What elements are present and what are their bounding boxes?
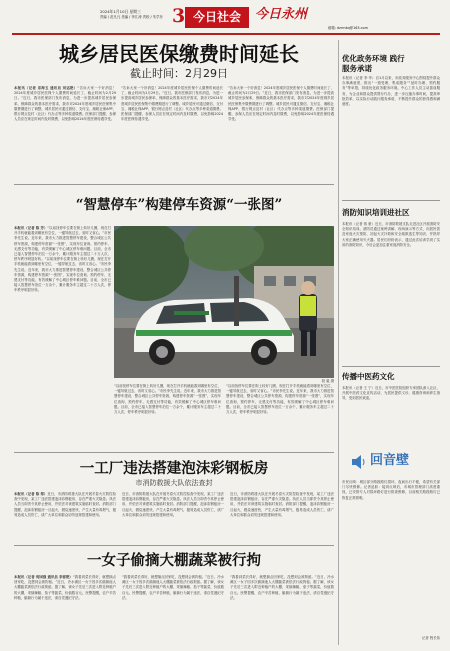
sidebar-s2-body: 本报讯（记者 蒋 豪）近日，市消防救援支队走进社区开展消防安全知识培训。消防员通过案例讲解、现场演示等方式，向居民普及家庭火灾预防、初起火灾扑救和安全疏散逃生等知识，并指导大家正确使用灭火器。居民们纷纷表示，通过此次培训学到了实用的消防知识，今后会更加注重家庭消防安全。 xyxy=(342,222,440,247)
parking-story xyxy=(14,188,334,450)
steel-body-col2: 近日，市消防救援大队在开展冬春火灾防控检查中发现，某工厂违法搭建泡沫彩钢板房，存在严重火灾隐患。执法人员当即责令其停止使用，并依法对该建筑实施临时查封。消防部门提醒，泡沫彩钢板房一旦起火，燃烧速度快，产生大量有毒烟气，极易造成人员伤亡，请广大单位和群众切勿违规搭建和使用。 xyxy=(122,492,224,517)
parking-photo xyxy=(114,226,334,378)
page-number: 3 xyxy=(172,5,186,27)
steel-title: 一工厂违法搭建泡沫彩钢板房 xyxy=(79,460,269,477)
greenhouse-body-col1 xyxy=(14,575,116,647)
main-body-col1 xyxy=(14,86,116,181)
sidebar-s3-title: 传播中医药文化 xyxy=(342,372,395,381)
greenhouse-body-col2: “我看到菜长得好，就想摘点回家吃，没想到会被拘留。”近日，冷水滩区一女子因多次偷摘他人大棚蔬菜被依法行政拘留。据了解，该女子先后三次进入附近种植户的大棚，采摘辣椒、茄子等蔬菜，价值数百元。民警提醒，农户辛苦种植，偷摘行为属于违法，请自觉遵纪守法。 xyxy=(122,575,224,600)
parking-body-col2: “以前找停车位要在街上转好几圈，现在打开手机就能看到哪里有空位，一键导航过去，省时又省心。”市民李先生说。近年来，我市大力推进智慧停车建设，整合城区公共停车资源，构建停车资源“一张图”，实现车位查询、预约停车、无感支付等功能，有效缓解了中心城区停车难问题。目前，全市已接入智慧停车泊位一万余个，累计服务车主超过二十万人次，停车秩序明显好转。 xyxy=(114,384,221,415)
greenhouse-body-col3: “我看到菜长得好，就想摘点回家吃，没想到会被拘留。”近日，冷水滩区一女子因多次偷摘他人大棚蔬菜被依法行政拘留。据了解，该女子先后三次进入附近种植户的大棚，采摘辣椒、茄子等蔬菜，价值数百元。民警提醒，农户辛苦种植，偷摘行为属于违法，请自觉遵纪守法。 xyxy=(230,575,334,600)
main-subtitle: 截止时间：2月29日 xyxy=(130,67,228,80)
steel-body: 近日，市消防救援大队在开展冬春火灾防控检查中发现，某工厂违法搭建泡沫彩钢板房，存在严重火灾隐患。执法人员当即责令其停止使用，并依法对该建筑实施临时查封。消防部门提醒，泡沫彩钢板房一旦起火，燃烧速度快，产生大量有毒烟气，极易造成人员伤亡，请广大单位和群众切勿违规搭建和使用。 xyxy=(14,492,116,517)
sidebar-s4-body: 市民反映：城区部分路段路灯损坏，夜间出行不便，希望有关部门尽快维修。记者追踪：接到反映后，市城市管理部门高度重视，已安排专人对损坏路灯进行排查维修，目前相关路段路灯已恢复正常照明。 xyxy=(342,480,440,500)
parking-title: “智慧停车”构建停车资源“一张图” xyxy=(75,197,283,213)
greenhouse-body: “我看到菜长得好，就想摘点回家吃，没想到会被拘留。”近日，冷水滩区一女子因多次偷摘他人大棚蔬菜被依法行政拘留。据了解，该女子先后三次进入附近种植户的大棚，采摘辣椒、茄子等蔬菜，价值数百元。民警提醒，农户辛苦种植，偷摘行为属于违法，请自觉遵纪守法。 xyxy=(14,575,116,600)
divider xyxy=(342,200,440,201)
sidebar-s1-body: 本报讯（记者 李 华）自1月以来，市政务服务中心围绕提升群众办事满意度，推出“一窗受理、集成服务”“延时办理、预约服务”等举措，持续优化政务服务环境。中心工作人员主动靠前服务，为企业和群众提供帮办代办，进一步压缩办事时间，提高审批效率，以实际行动践行服务承诺，不断提升群众的获得感和满意度。 xyxy=(342,76,440,107)
sidebar xyxy=(342,38,442,648)
greenhouse-story xyxy=(14,548,334,648)
steel-body-col3: 近日，市消防救援大队在开展冬春火灾防控检查中发现，某工厂违法搭建泡沫彩钢板房，存在严重火灾隐患。执法人员当即责令其停止使用，并依法对该建筑实施临时查封。消防部门提醒，泡沫彩钢板房一旦起火，燃烧速度快，产生大量有毒烟气，极易造成人员伤亡，请广大单位和群众切勿违规搭建和使用。 xyxy=(230,492,334,517)
sidebar-s1-title: 优化政务环境 践行服务承诺 xyxy=(342,54,405,73)
sidebar-s4-header xyxy=(342,450,440,476)
section-title: 今日社会 xyxy=(185,7,249,28)
main-body-cont: “告诉大家一个好消息！2024年度城乡居民医保个人缴费时间延长了，截止时间为2月29日。”近日，我市医保部门发布消息，为进一步提高城乡居民参保率，保障群众的基本医疗需求，我市对2024年度城乡居民医保集中缴费期进行了调整。城乡居民可通过微信、支付宝、湘税社保APP、银行网点及村（社区）代办点等多种渠道缴费。医保部门提醒，参保人员应在规定时间内及时缴费，以免影响2024年度医保待遇享受。 xyxy=(121,86,223,122)
steel-story xyxy=(14,455,334,543)
main-body-cont: “告诉大家一个好消息！2024年度城乡居民医保个人缴费时间延长了，截止时间为2月29日。”近日，我市医保部门发布消息，为进一步提高城乡居民参保率，保障群众的基本医疗需求，我市对2024年度城乡居民医保集中缴费期进行了调整。城乡居民可通过微信、支付宝、湘税社保APP、银行网点及村（社区）代办点等多种渠道缴费。医保部门提醒，参保人员应在规定时间内及时缴费，以免影响2024年度医保待遇享受。 xyxy=(228,86,334,122)
main-body-col3 xyxy=(228,86,334,181)
steel-subtitle: 市消防救援大队依法查封 xyxy=(135,479,213,487)
greenhouse-title: 一女子偷摘大棚蔬菜被行拘 xyxy=(87,552,261,569)
main-title: 城乡居民医保缴费时间延长 xyxy=(59,42,299,66)
divider xyxy=(14,545,334,546)
divider xyxy=(14,184,334,185)
date-line: 2024年1月10日 星期三 xyxy=(100,9,141,14)
divider xyxy=(342,366,440,367)
main-byline: 本报讯（记者 邓海玉 通讯员 刘运艳） xyxy=(14,86,78,90)
divider xyxy=(14,452,334,453)
sidebar-s3-body: 本报讯（记者 王 宁）近日，市中医医院组织专家团队深入社区，开展中医药文化宣传活动，为居民提供义诊、健康咨询和养生指导，受到居民欢迎。 xyxy=(342,386,440,401)
steel-byline: 本报讯（记者 陈 翠） xyxy=(14,492,48,496)
contact-email: 邮箱: dzrmkq@163.com xyxy=(328,26,368,30)
parking-body-col3: “以前找停车位要在街上转好几圈，现在打开手机就能看到哪里有空位，一键导航过去，省时又省心。”市民李先生说。近年来，我市大力推进智慧停车建设，整合城区公共停车资源，构建停车资源“一张图”，实现车位查询、预约停车、无感支付等功能，有效缓解了中心城区停车难问题。目前，全市已接入智慧停车泊位一万余个，累计服务车主超过二十万人次，停车秩序明显好转。 xyxy=(226,384,334,415)
main-story xyxy=(14,38,334,181)
masthead xyxy=(0,0,450,38)
sidebar-footer-editor: 记者 程长伟 xyxy=(421,636,440,640)
parking-photo-credit: 段 毅 摄 xyxy=(321,379,334,383)
column-divider xyxy=(338,40,339,645)
sidebar-s2-title: 消防知识培训进社区 xyxy=(342,208,410,217)
main-body-col2 xyxy=(121,86,223,181)
greenhouse-byline: 本报讯（记者 何国强 通讯员 李春艳） xyxy=(14,575,73,579)
main-body: “告诉大家一个好消息！2024年度城乡居民医保个人缴费时间延长了，截止时间为2月29日。”近日，我市医保部门发布消息，为进一步提高城乡居民参保率，保障群众的基本医疗需求，我市对2024年度城乡居民医保集中缴费期进行了调整。城乡居民可通过微信、支付宝、湘税社保APP、银行网点及村（社区）代办点等多种渠道缴费。医保部门提醒，参保人员应在规定时间内及时缴费，以免影响2024年度医保待遇享受。 xyxy=(14,86,116,122)
parking-body: “以前找停车位要在街上转好几圈，现在打开手机就能看到哪里有空位，一键导航过去，省时又省心。”市民李先生说。近年来，我市大力推进智慧停车建设，整合城区公共停车资源，构建停车资源“一张图”，实现车位查询、预约停车、无感支付等功能，有效缓解了中心城区停车难问题。目前，全市已接入智慧停车泊位一万余个，累计服务车主超过二十万人次，停车秩序明显好转。 xyxy=(14,226,111,262)
sidebar-s4-title: 回音壁 xyxy=(370,453,410,468)
car-photo-image xyxy=(114,226,334,378)
steel-body-col1 xyxy=(14,492,116,542)
brand-logo: 今日永州 xyxy=(255,7,308,22)
parking-byline: 本报讯（记者 陈 芳） xyxy=(14,226,48,230)
parking-body-col1: 本报讯（记者 陈 芳）“以前找停车位要在街上转好几圈，现在打开手机就能看到哪里有空位，一键导航过去，省时又省心。”市民李先生说。近年来，我市大力推进智慧停车建设，整合城区公共停车资源，构建停车资源“一张图”，实现车位查询、预约停车、无感支付等功能，有效缓解了中心城区停车难问题。目前，全市已接入智慧停车泊位一万余个，累计服务车主超过二十万人次，停车秩序明显好转。“以前找停车位要在街上转好几圈，现在打开手机就能看到哪里有空位，一键导航过去，省时又省心。”市民李先生说。近年来，我市大力推进智慧停车建设，整合城区公共停车资源，构建停车资源“一张图”，实现车位查询、预约停车、无感支付等功能，有效缓解了中心城区停车难问题。目前，全市已接入智慧停车泊位一万余个，累计服务车主超过二十万人次，停车秩序明显好转。 xyxy=(14,226,111,293)
masthead-rule xyxy=(12,33,440,35)
speaker-icon xyxy=(350,454,366,470)
editor-line: 责编 / 范凡凡 美编 / 李江涛 责校 / 朱学东 xyxy=(100,15,163,19)
